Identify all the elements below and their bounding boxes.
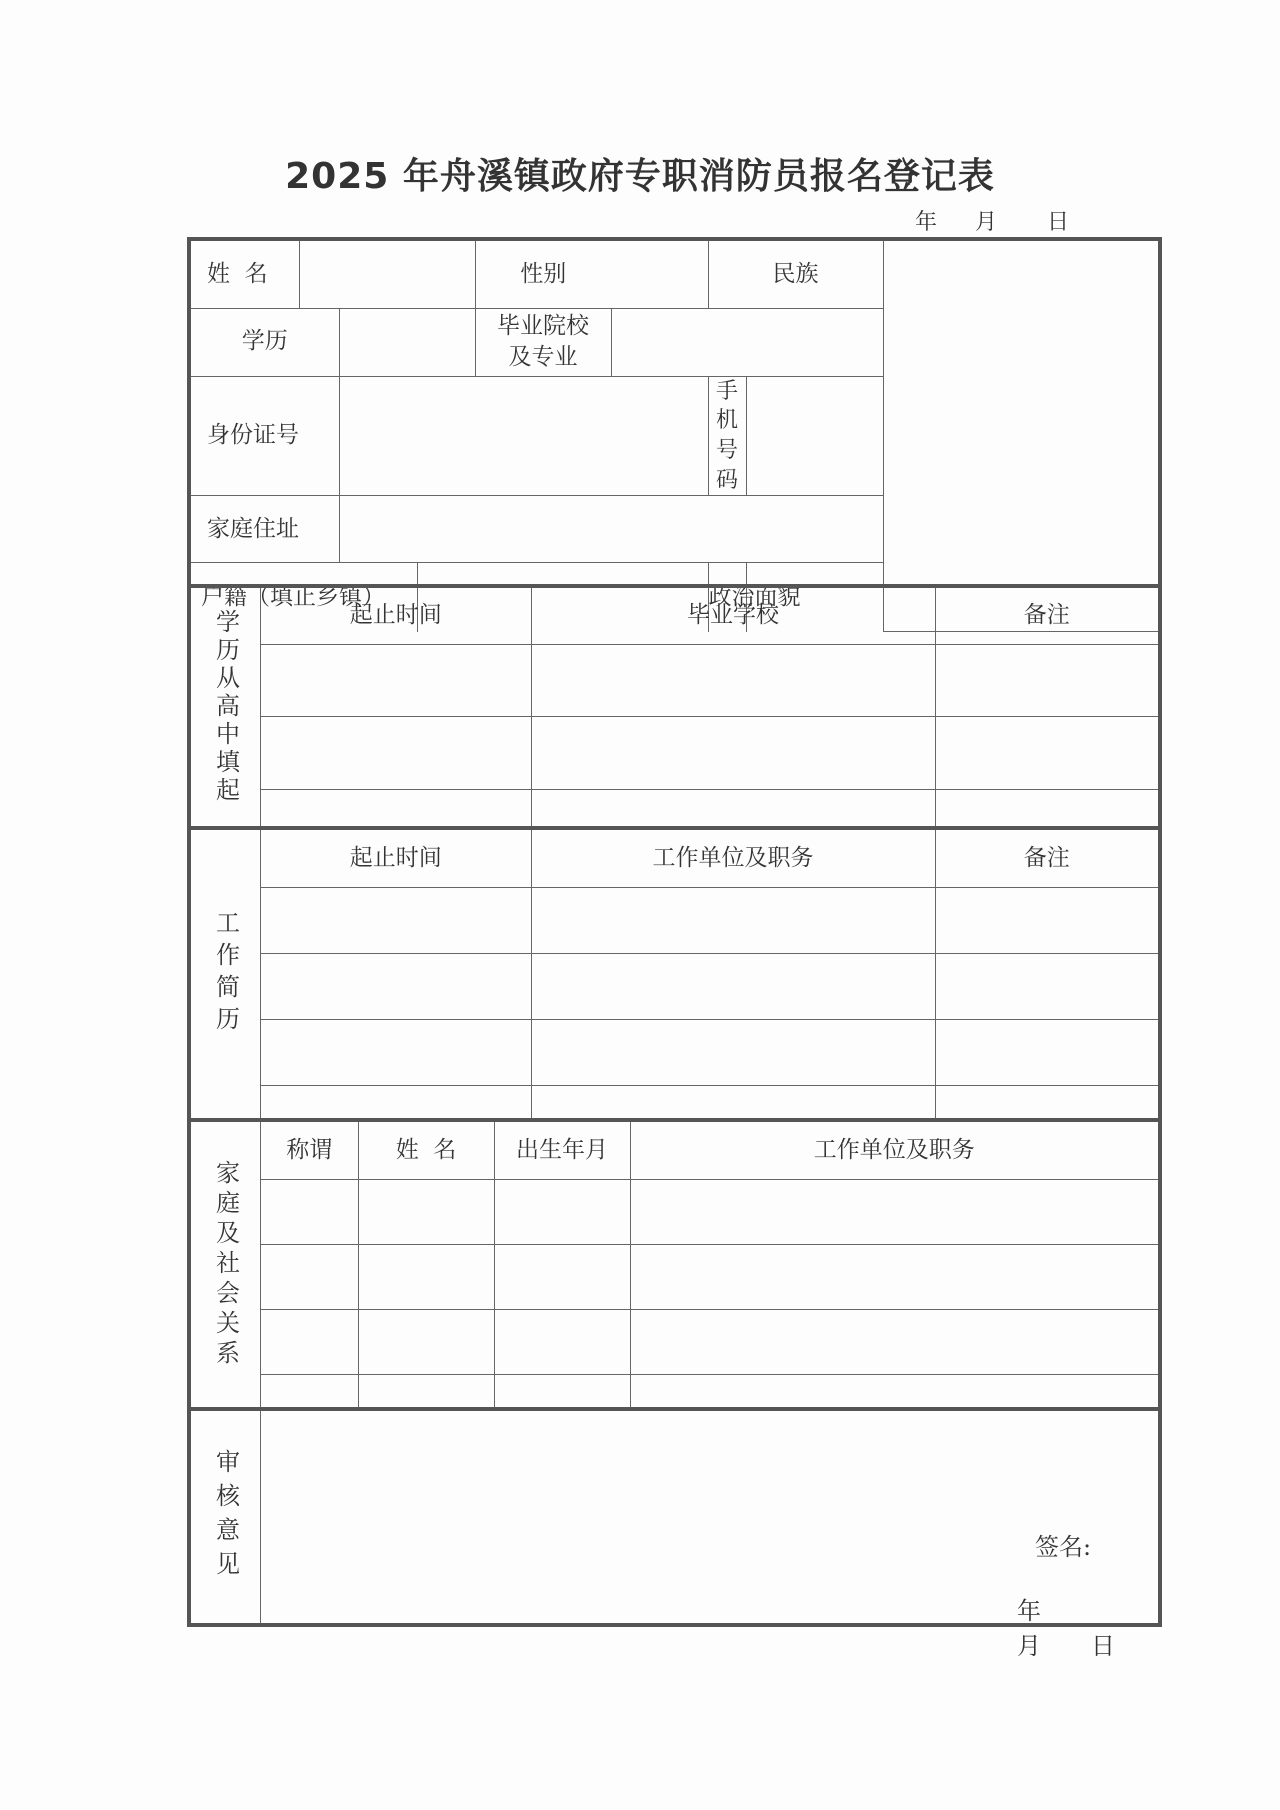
work-side-text: 工作简历: [211, 910, 240, 1038]
family-row: [261, 1374, 1158, 1407]
school-label-line1: 毕业院校: [497, 312, 590, 339]
review-year-label: 年: [1017, 1597, 1041, 1625]
personal-info-section: [191, 241, 1158, 610]
edu-period-cell[interactable]: [261, 790, 531, 826]
work-period-cell[interactable]: [261, 1019, 531, 1085]
review-date: [1017, 1591, 1158, 1661]
work-row: [261, 953, 1158, 1019]
work-header-period: 起止时间: [261, 830, 531, 887]
family-row: [261, 1309, 1158, 1374]
family-birth-cell[interactable]: [494, 1244, 630, 1309]
family-section: [191, 1118, 1158, 1407]
family-row: [261, 1179, 1158, 1244]
edu-header-period: 起止时间: [261, 588, 531, 644]
education-label: 学历: [191, 308, 339, 376]
education-section: [191, 584, 1158, 826]
school-major-label: [475, 308, 611, 376]
id-number-label: 身份证号: [191, 376, 339, 496]
work-history-section: [191, 826, 1158, 1118]
education-side-label: [191, 588, 261, 826]
edu-school-cell[interactable]: [531, 644, 935, 717]
form-title: 2025 年舟溪镇政府专职消防员报名登记表: [285, 156, 995, 197]
edu-period-cell[interactable]: [261, 717, 531, 790]
work-notes-cell[interactable]: [935, 1019, 1158, 1085]
gender-label: 性别: [475, 241, 611, 308]
hukou-label: 户籍（填止乡镇）: [191, 563, 417, 632]
edu-period-cell[interactable]: [261, 644, 531, 717]
family-employer-cell[interactable]: [630, 1374, 1158, 1407]
family-employer-cell[interactable]: [630, 1179, 1158, 1244]
school-major-input-cell[interactable]: [611, 308, 883, 376]
registration-form: [187, 237, 1162, 1660]
family-relation-cell[interactable]: [261, 1244, 358, 1309]
name-input-cell[interactable]: [299, 241, 475, 308]
family-header-employer: 工作单位及职务: [630, 1122, 1158, 1179]
date-year-label: 年: [915, 210, 938, 235]
education-table: [261, 588, 1158, 826]
family-employer-cell[interactable]: [630, 1244, 1158, 1309]
family-row: [261, 1244, 1158, 1309]
personal-info-table: [191, 241, 1158, 632]
work-side-label: [191, 830, 261, 1118]
family-side-text: 家庭及社会关系: [211, 1159, 240, 1370]
edu-header-notes: 备注: [935, 588, 1158, 644]
family-header-birth: 出生年月: [494, 1122, 630, 1179]
family-relation-cell[interactable]: [261, 1309, 358, 1374]
work-employer-cell[interactable]: [531, 1085, 935, 1118]
family-side-label: [191, 1122, 261, 1407]
review-day-label: 日: [1091, 1632, 1115, 1660]
work-notes-cell[interactable]: [935, 1085, 1158, 1118]
work-header-notes: 备注: [935, 830, 1158, 887]
review-side-label: [191, 1411, 261, 1623]
family-name-cell[interactable]: [358, 1309, 494, 1374]
edu-row: [261, 790, 1158, 826]
family-table: [261, 1122, 1158, 1407]
politics-label: 政治面貌: [708, 563, 746, 632]
review-side-text: 审核意见: [211, 1449, 240, 1585]
work-employer-cell[interactable]: [531, 953, 935, 1019]
review-month-label: 月: [1017, 1632, 1041, 1660]
id-number-input-cell[interactable]: [339, 376, 708, 496]
family-birth-cell[interactable]: [494, 1309, 630, 1374]
gender-input-cell[interactable]: [611, 241, 708, 308]
work-row: [261, 1085, 1158, 1118]
family-birth-cell[interactable]: [494, 1374, 630, 1407]
school-label-line2: 及专业: [508, 344, 578, 370]
work-notes-cell[interactable]: [935, 953, 1158, 1019]
name-label: 姓 名: [191, 241, 299, 308]
edu-row: [261, 644, 1158, 717]
phone-input-cell[interactable]: [746, 376, 883, 496]
phone-label: [708, 376, 746, 496]
phone-label-line2: 号码: [716, 437, 739, 493]
work-header-employer: 工作单位及职务: [531, 830, 935, 887]
edu-header-school: 毕业学校: [531, 588, 935, 644]
work-row: [261, 1019, 1158, 1085]
family-relation-cell[interactable]: [261, 1374, 358, 1407]
work-period-cell[interactable]: [261, 887, 531, 953]
photo-cell[interactable]: [883, 241, 1158, 632]
family-name-cell[interactable]: [358, 1179, 494, 1244]
edu-notes-cell[interactable]: [935, 644, 1158, 717]
family-birth-cell[interactable]: [494, 1179, 630, 1244]
education-input-cell[interactable]: [339, 308, 475, 376]
edu-school-cell[interactable]: [531, 717, 935, 790]
work-history-table: [261, 830, 1158, 1118]
edu-school-cell[interactable]: [531, 790, 935, 826]
address-input-cell[interactable]: [339, 496, 883, 563]
ethnicity-label: 民族: [708, 241, 883, 308]
edu-row: [261, 717, 1158, 790]
work-notes-cell[interactable]: [935, 887, 1158, 953]
edu-notes-cell[interactable]: [935, 790, 1158, 826]
work-employer-cell[interactable]: [531, 887, 935, 953]
edu-notes-cell[interactable]: [935, 717, 1158, 790]
phone-label-line1: 手机: [716, 378, 739, 434]
date-day-label: 日: [1047, 210, 1070, 235]
education-side-text: 学历从高中填起: [211, 609, 240, 805]
family-name-cell[interactable]: [358, 1374, 494, 1407]
address-label: 家庭住址: [191, 496, 339, 563]
date-month-label: 月: [975, 210, 998, 235]
work-employer-cell[interactable]: [531, 1019, 935, 1085]
family-header-name: 姓 名: [358, 1122, 494, 1179]
review-opinion-area[interactable]: [261, 1411, 1158, 1660]
work-period-cell[interactable]: [261, 1085, 531, 1118]
review-section: [191, 1407, 1158, 1660]
form-date: [915, 205, 1069, 236]
work-period-cell[interactable]: [261, 953, 531, 1019]
family-employer-cell[interactable]: [630, 1309, 1158, 1374]
work-row: [261, 887, 1158, 953]
family-header-relation: 称谓: [261, 1122, 358, 1179]
family-name-cell[interactable]: [358, 1244, 494, 1309]
family-relation-cell[interactable]: [261, 1179, 358, 1244]
signature-label: 签名:: [1035, 1533, 1092, 1561]
